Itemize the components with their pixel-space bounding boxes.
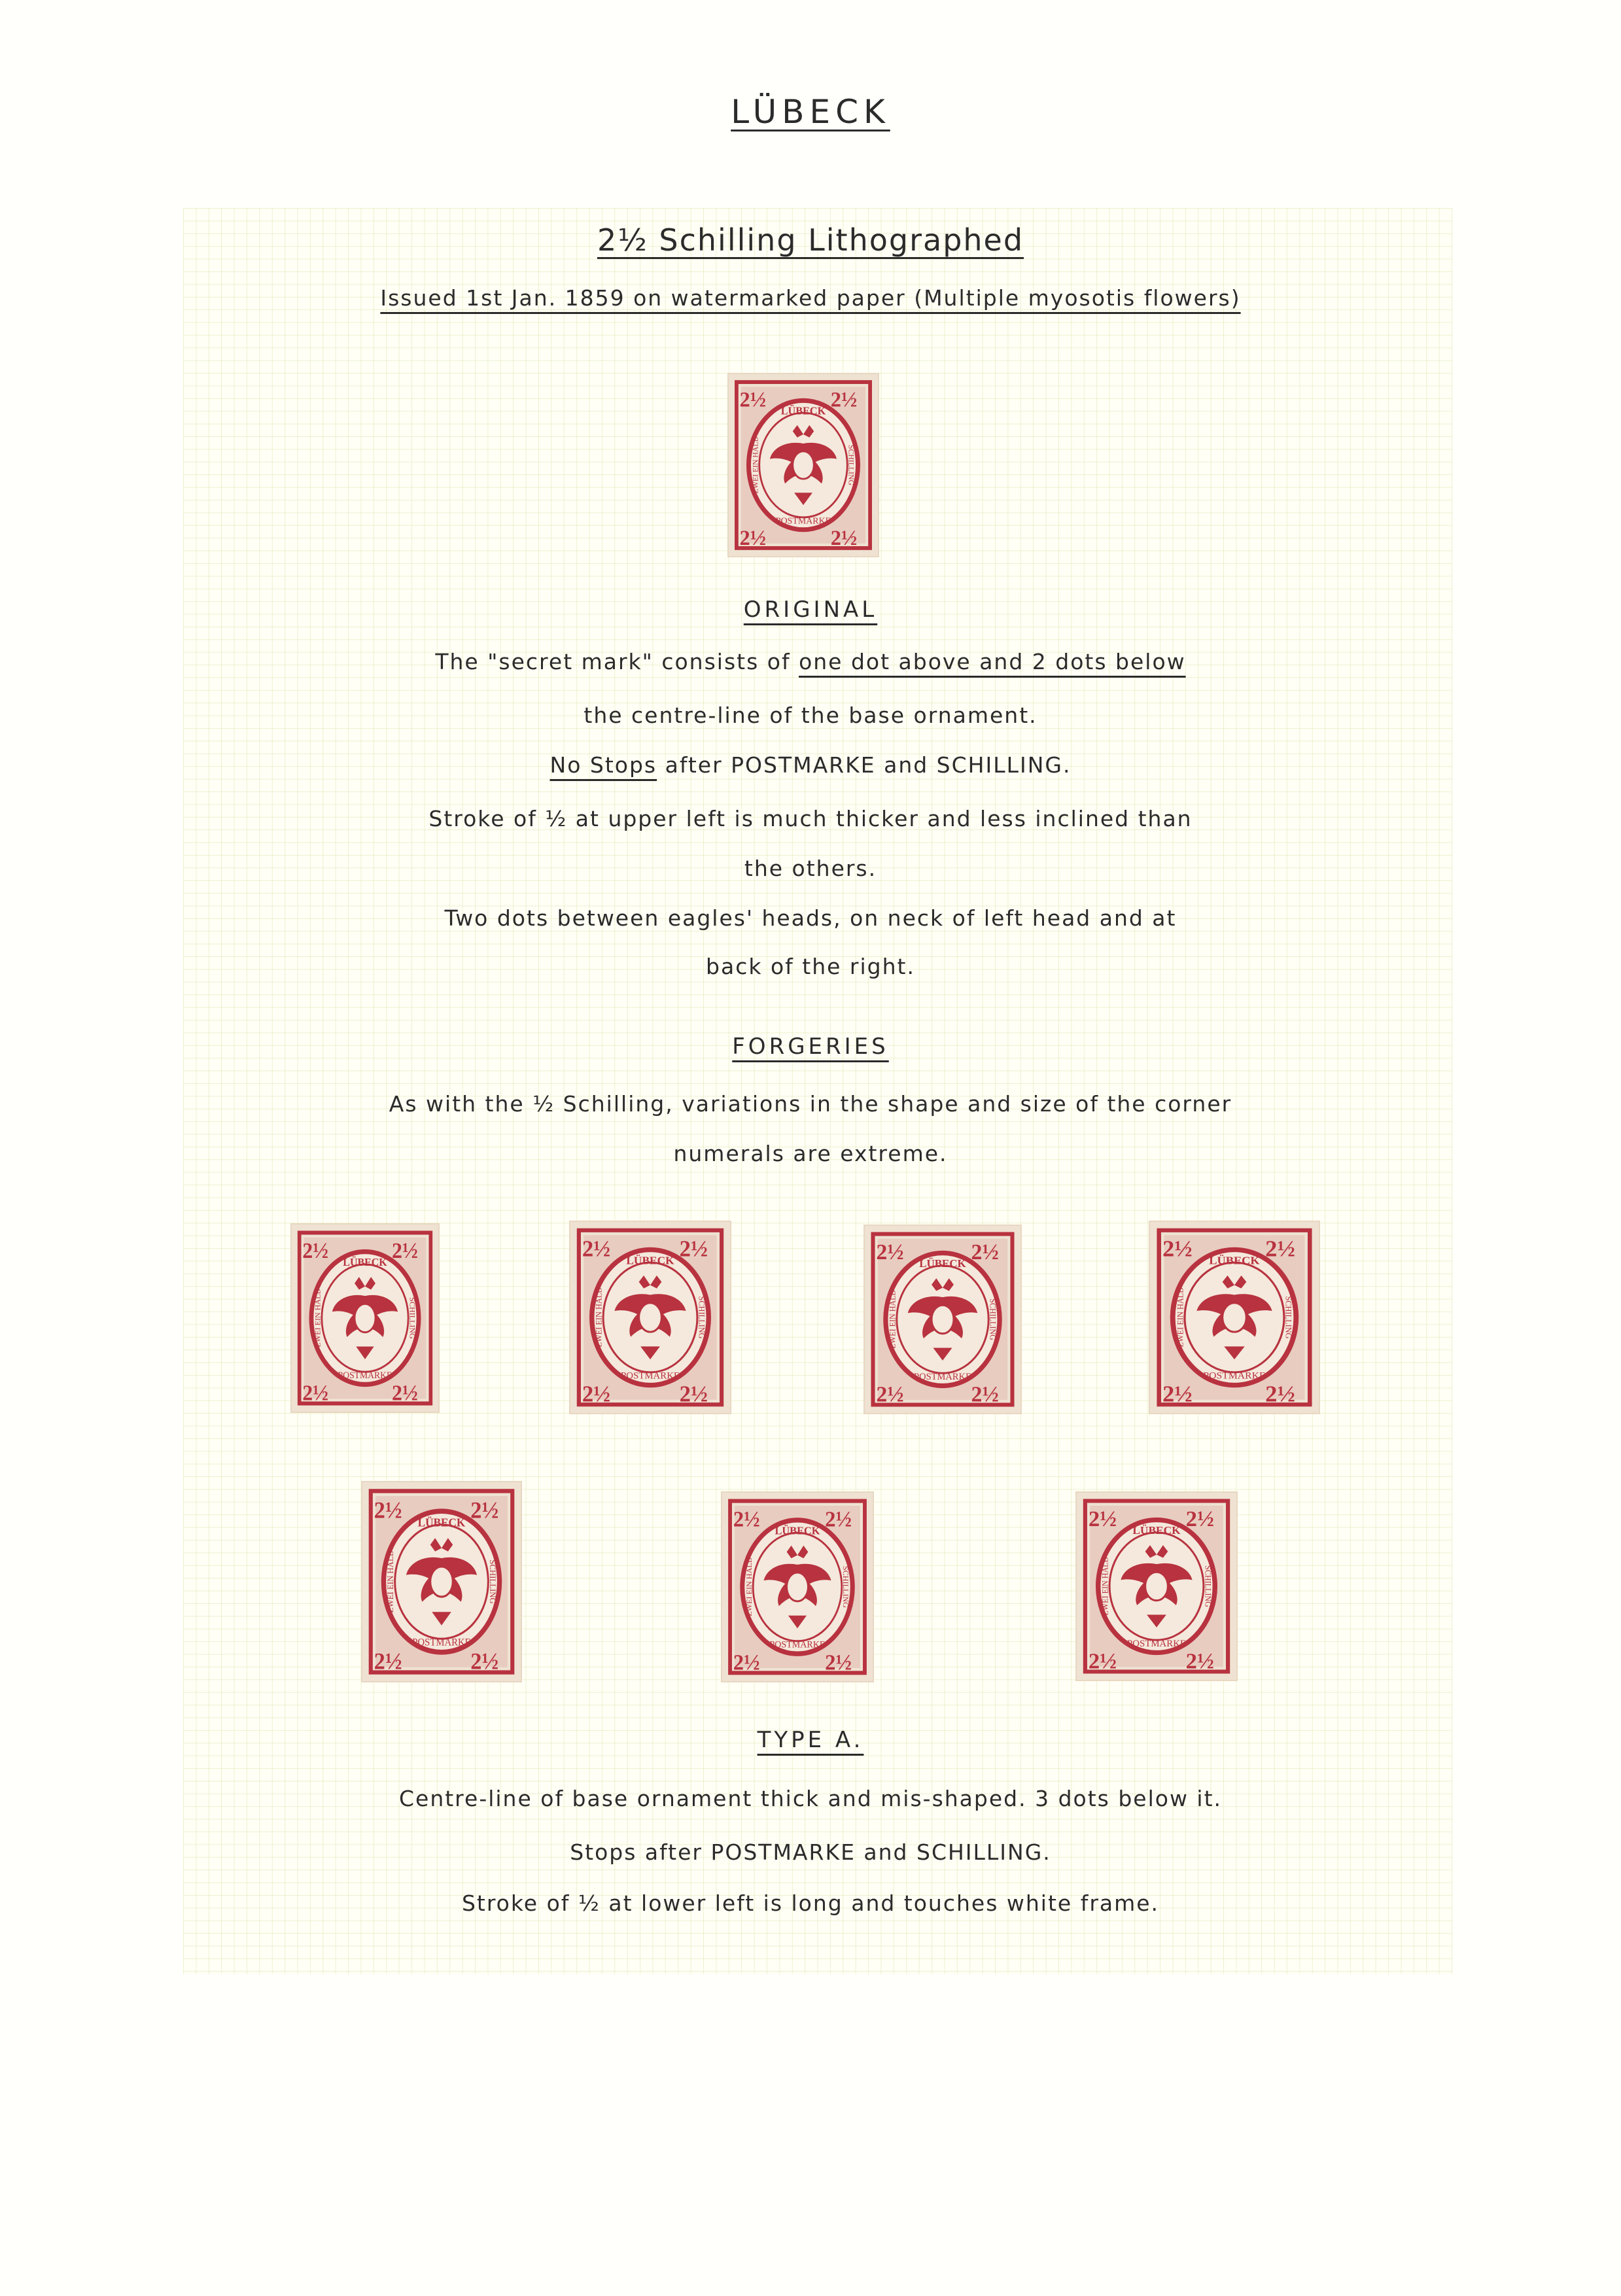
svg-text:POSTMARKE: POSTMARKE <box>769 1639 826 1650</box>
original-line-2: the centre-line of the base ornament. <box>584 703 1037 728</box>
svg-text:2½: 2½ <box>830 388 858 412</box>
svg-text:2½: 2½ <box>733 1506 760 1532</box>
forgery-stamp-3 <box>863 1225 1022 1414</box>
forgeries-heading: FORGERIES <box>732 1034 889 1060</box>
svg-text:2½: 2½ <box>876 1240 904 1265</box>
type-a-heading: TYPE A. <box>757 1727 864 1753</box>
forgery-stamp-1 <box>290 1223 440 1413</box>
svg-text:POSTMARKE: POSTMARKE <box>775 516 831 527</box>
original-line-3b: after POSTMARKE and SCHILLING. <box>657 752 1072 778</box>
forgery-stamp-5 <box>361 1481 522 1682</box>
svg-text:2½: 2½ <box>1088 1506 1117 1532</box>
original-line-1b: one dot above and 2 dots below <box>799 649 1186 674</box>
svg-text:2½: 2½ <box>374 1648 402 1675</box>
svg-text:LÜBECK: LÜBECK <box>626 1254 674 1267</box>
svg-text:2½: 2½ <box>679 1236 708 1262</box>
svg-text:SCHILLING: SCHILLING <box>697 1296 706 1339</box>
svg-text:2½: 2½ <box>470 1648 499 1675</box>
svg-text:2½: 2½ <box>1265 1236 1295 1262</box>
svg-text:2½: 2½ <box>470 1497 499 1523</box>
type-a-line-2: Stops after POSTMARKE and SCHILLING. <box>570 1839 1051 1865</box>
svg-text:2½: 2½ <box>1162 1236 1193 1262</box>
forgery-stamp-2 <box>569 1221 731 1414</box>
svg-text:POSTMARKE: POSTMARKE <box>338 1370 392 1381</box>
original-line-6: Two dots between eagles' heads, on neck of left head and at <box>444 905 1177 931</box>
svg-text:2½: 2½ <box>739 527 767 551</box>
svg-text:2½: 2½ <box>739 388 767 412</box>
svg-text:2½: 2½ <box>302 1381 329 1406</box>
svg-text:2½: 2½ <box>1088 1649 1117 1674</box>
forgery-stamp-4 <box>1149 1221 1320 1414</box>
stamp-artwork <box>361 1481 522 1682</box>
svg-text:SCHILLING: SCHILLING <box>846 445 856 485</box>
svg-text:2½: 2½ <box>1185 1649 1215 1674</box>
original-line-3 <box>0 752 1621 778</box>
svg-text:POSTMARKE: POSTMARKE <box>412 1637 471 1648</box>
svg-text:ZWEI EIN HALB: ZWEI EIN HALB <box>1100 1557 1110 1616</box>
svg-text:2½: 2½ <box>733 1650 760 1675</box>
forgeries-line-1: As with the ½ Schilling, variations in the shape and size of the corner <box>389 1091 1232 1117</box>
forgery-stamp-6 <box>721 1491 874 1682</box>
stamp-artwork <box>727 373 879 557</box>
type-a-line-3: Stroke of ½ at lower left is long and touches white frame. <box>461 1890 1160 1916</box>
svg-text:2½: 2½ <box>1185 1506 1215 1532</box>
svg-text:POSTMARKE: POSTMARKE <box>914 1371 971 1382</box>
svg-text:POSTMARKE: POSTMARKE <box>620 1370 680 1382</box>
svg-text:2½: 2½ <box>825 1506 852 1532</box>
svg-text:LÜBECK: LÜBECK <box>343 1255 387 1269</box>
forgeries-line-2: numerals are extreme. <box>673 1141 948 1166</box>
svg-text:ZWEI EIN HALB: ZWEI EIN HALB <box>313 1289 322 1348</box>
stamp-artwork <box>1149 1221 1320 1414</box>
stamp-artwork <box>863 1225 1022 1414</box>
svg-text:2½: 2½ <box>876 1382 904 1407</box>
svg-text:2½: 2½ <box>582 1382 611 1407</box>
forgery-stamp-7 <box>1075 1491 1238 1681</box>
page-title: LÜBECK <box>731 93 890 131</box>
svg-text:SCHILLING: SCHILLING <box>1283 1296 1293 1339</box>
original-heading: ORIGINAL <box>743 597 878 623</box>
type-a-line-1: Centre-line of base ornament thick and mis-shaped. 3 dots below it. <box>398 1786 1223 1811</box>
svg-text:2½: 2½ <box>830 527 858 551</box>
svg-text:ZWEI EIN HALB: ZWEI EIN HALB <box>744 1557 754 1616</box>
svg-text:2½: 2½ <box>971 1240 999 1265</box>
original-line-4: Stroke of ½ at upper left is much thicker and less inclined than <box>428 806 1193 831</box>
svg-text:ZWEI EIN HALB: ZWEI EIN HALB <box>1176 1287 1185 1348</box>
svg-text:LÜBECK: LÜBECK <box>1209 1254 1260 1267</box>
original-line-3a: No Stops <box>549 752 657 778</box>
svg-text:LÜBECK: LÜBECK <box>780 404 826 417</box>
stamp-artwork <box>721 1491 874 1682</box>
original-line-1a: The "secret mark" consists of <box>435 649 799 674</box>
svg-text:ZWEI EIN HALB: ZWEI EIN HALB <box>888 1290 898 1349</box>
svg-text:ZWEI EIN HALB: ZWEI EIN HALB <box>386 1550 396 1613</box>
original-line-5: the others. <box>744 856 877 881</box>
stamp-artwork <box>569 1221 731 1414</box>
stamp-artwork <box>290 1223 440 1413</box>
svg-text:SCHILLING: SCHILLING <box>841 1565 850 1609</box>
svg-text:2½: 2½ <box>971 1382 999 1407</box>
svg-text:LÜBECK: LÜBECK <box>417 1515 466 1529</box>
svg-text:2½: 2½ <box>392 1381 418 1406</box>
original-stamp <box>727 373 879 557</box>
svg-text:LÜBECK: LÜBECK <box>919 1257 966 1270</box>
svg-text:2½: 2½ <box>825 1650 852 1675</box>
svg-text:LÜBECK: LÜBECK <box>775 1524 820 1537</box>
svg-text:POSTMARKE: POSTMARKE <box>1126 1638 1187 1649</box>
svg-text:2½: 2½ <box>1162 1381 1193 1407</box>
svg-text:2½: 2½ <box>1265 1381 1295 1407</box>
svg-text:2½: 2½ <box>392 1239 418 1264</box>
svg-text:ZWEI EIN HALB: ZWEI EIN HALB <box>594 1287 604 1348</box>
svg-text:LÜBECK: LÜBECK <box>1132 1524 1181 1537</box>
svg-text:SCHILLING: SCHILLING <box>487 1559 497 1604</box>
svg-text:SCHILLING: SCHILLING <box>988 1298 998 1340</box>
original-line-1 <box>0 649 1621 674</box>
svg-text:2½: 2½ <box>374 1497 402 1523</box>
svg-text:2½: 2½ <box>302 1239 329 1264</box>
svg-text:SCHILLING: SCHILLING <box>1203 1565 1213 1607</box>
issue-line: Issued 1st Jan. 1859 on watermarked paper (Multiple myosotis flowers) <box>380 285 1241 311</box>
stamp-artwork <box>1075 1491 1238 1681</box>
svg-text:2½: 2½ <box>582 1236 611 1262</box>
page-subtitle: 2½ Schilling Lithographed <box>597 222 1024 258</box>
svg-text:ZWEI EIN HALB: ZWEI EIN HALB <box>751 436 760 494</box>
original-line-7: back of the right. <box>706 954 915 979</box>
svg-text:POSTMARKE: POSTMARKE <box>1203 1370 1266 1382</box>
svg-text:SCHILLING: SCHILLING <box>408 1297 417 1339</box>
svg-text:2½: 2½ <box>679 1382 708 1407</box>
